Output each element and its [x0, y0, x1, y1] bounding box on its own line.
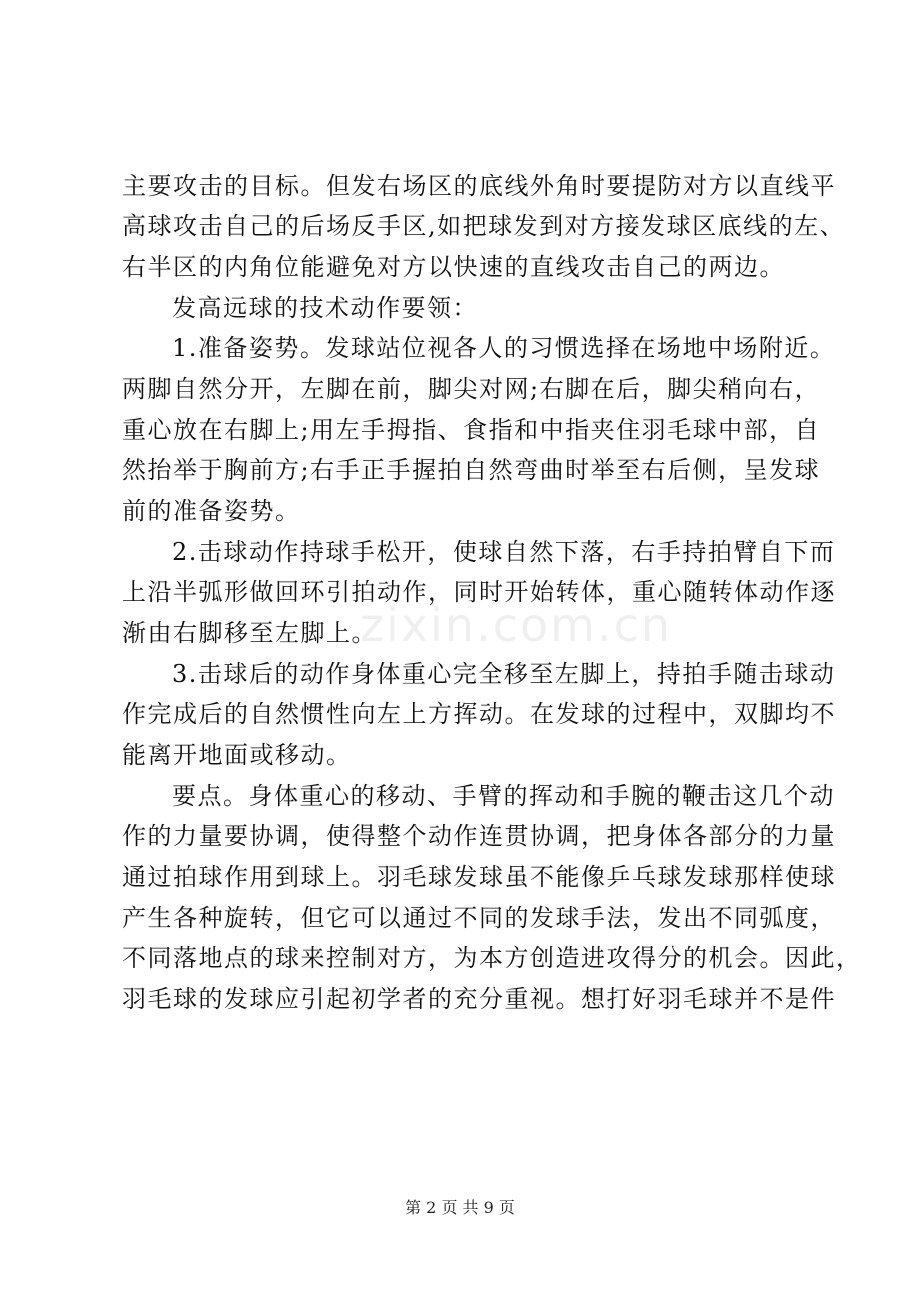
text-line: 能离开地面或移动。 [122, 741, 352, 769]
text-line: 右半区的内角位能避免对方以快速的直线攻击自己的两边。 [122, 253, 785, 281]
text-line: 要点。身体重心的移动、手臂的挥动和手腕的鞭击这几个动 [172, 782, 835, 810]
text-line: 主要攻击的目标。但发右场区的底线外角时要提防对方以直线平 [122, 172, 836, 200]
text-line: 1.准备姿势。发球站位视各人的习惯选择在场地中场附近。 [172, 334, 836, 362]
text-line: 两脚自然分开，左脚在前，脚尖对网;右脚在后，脚尖稍向右， [122, 375, 821, 403]
text-line: 作完成后的自然惯性向左上方挥动。在发球的过程中，双脚均不 [122, 700, 836, 728]
text-line: 通过拍球作用到球上。羽毛球发球虽不能像乒乓球发球那样使球 [122, 863, 836, 891]
text-line: 3.击球后的动作身体重心完全移至左脚上，持拍手随击球动 [172, 660, 836, 688]
text-line: 作的力量要协调，使得整个动作连贯协调，把身体各部分的力量 [122, 822, 836, 850]
text-line: 产生各种旋转，但它可以通过不同的发球手法，发出不同弧度， [122, 904, 836, 932]
text-line: 前的准备姿势。 [122, 497, 301, 525]
text-line: 上沿半弧形做回环引拍动作，同时开始转体，重心随转体动作逐 [122, 578, 836, 606]
text-line: 高球攻击自己的后场反手区,如把球发到对方接发球区底线的左、 [122, 212, 846, 240]
text-line: 然抬举于胸前方;右手正手握拍自然弯曲时举至右后侧，呈发球 [122, 456, 821, 484]
text-line: 羽毛球的发球应引起初学者的充分重视。想打好羽毛球并不是件 [122, 985, 836, 1013]
text-line: 重心放在右脚上;用左手拇指、食指和中指夹住羽毛球中部，自 [122, 416, 821, 444]
text-line: 不同落地点的球来控制对方，为本方创造进攻得分的机会。因此， [122, 944, 862, 972]
text-line: 渐由右脚移至左脚上。 [122, 619, 377, 647]
text-line: 2.击球动作持球手松开，使球自然下落，右手持拍臂自下而 [172, 538, 836, 566]
page-number-footer: 第 2 页 共 9 页 [405, 1198, 515, 1217]
watermark: zixin.com.cn [360, 598, 673, 652]
text-line: 发高远球的技术动作要领： [172, 294, 478, 322]
